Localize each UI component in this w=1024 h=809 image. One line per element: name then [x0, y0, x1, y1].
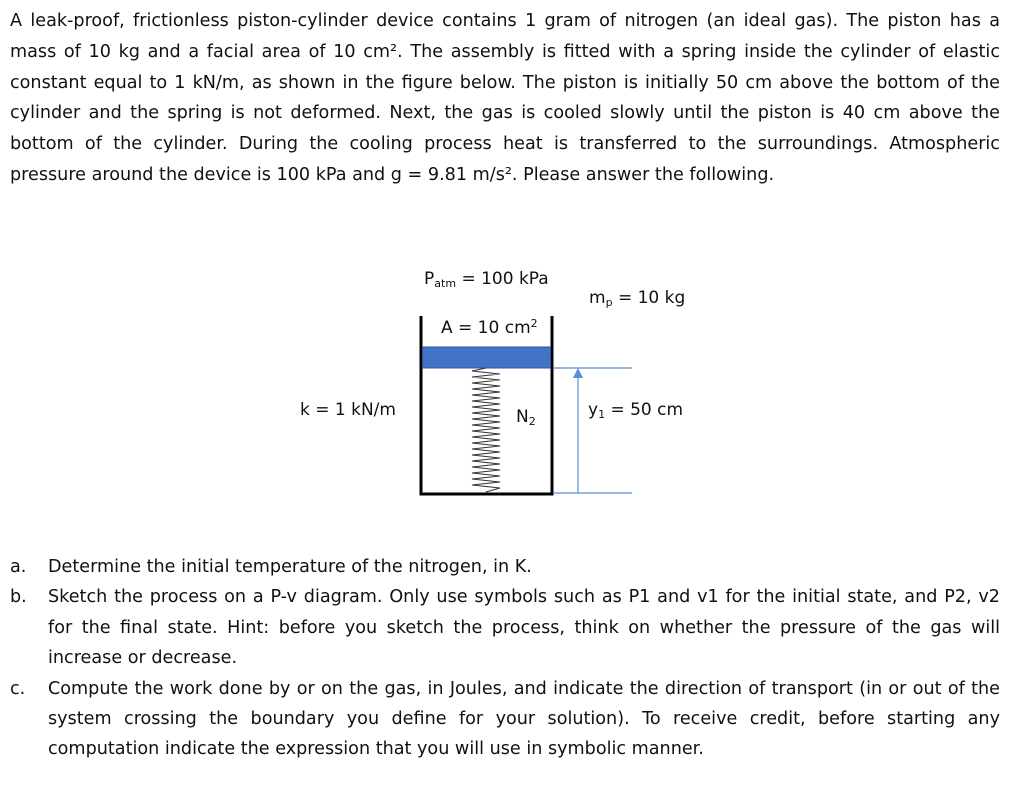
question-letter: b. — [10, 587, 27, 608]
height-dimension — [553, 368, 632, 493]
question-b — [10, 582, 1000, 673]
question-letter: a. — [10, 557, 27, 577]
question-list — [10, 552, 1000, 765]
piston-mass-label: $m_p = 10$ kg — [589, 288, 686, 309]
question-c — [10, 674, 1000, 765]
question-text: Sketch the process on a P-v diagram. Only use symbols such as P1 and v1 for the initial state, and P2, v2 for the final state. Hint: before you sketch the process, think on whether the pressure of the gas will increase or decrease. — [48, 587, 1000, 669]
spring-icon — [472, 368, 500, 492]
question-letter: c. — [10, 678, 26, 699]
question-text: Compute the work done by or on the gas, in Joules, and indicate the direction of transport (in or out of the system crossing the boundary you define for your solution). To receive credit, before starting any computation indicate the expression that you will use in symbolic manner. — [48, 678, 1000, 760]
piston-area-label: A = 10 $cm^2$ — [441, 317, 538, 338]
gas-label: $N_2$ — [516, 407, 536, 428]
atmospheric-pressure-label: $P_{atm} = 100$ kPa — [424, 269, 549, 290]
dimension-arrow-icon — [573, 368, 583, 378]
question-text: Determine the initial temperature of the nitrogen, in K. — [48, 557, 532, 577]
initial-height-label: $y_1 = 50$ cm — [588, 400, 684, 421]
spring-constant-label: k = 1 kN/m — [300, 400, 396, 420]
problem-statement: A leak-proof, frictionless piston-cylinder device contains 1 gram of nitrogen (an ideal gas). The piston has a mass of 10 kg and a facial area of 10 cm². The assembly is fitted with a spring inside the cylinder of elastic constant equal to 1 kN/m, as shown in the figure below. The piston is initially 50 cm above the bottom of the cylinder and the spring is not deformed. Next, the gas is cooled slowly until the piston is 40 cm above the bottom of the cylinder. During the cooling process heat is transferred to the surroundings. Atmospheric pressure around the device is 100 kPa and g = 9.81 m/s². Please answer the following. — [10, 11, 1000, 185]
piston — [423, 347, 551, 368]
question-a — [10, 552, 1000, 582]
